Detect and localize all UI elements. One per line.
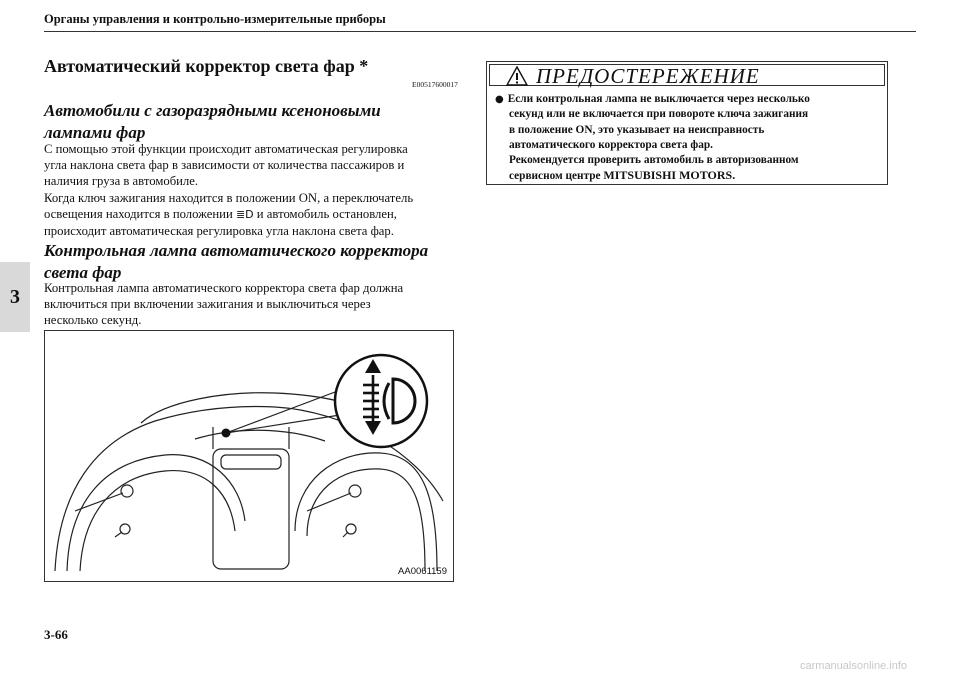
figure-code: AA0061159 <box>398 566 447 577</box>
running-header: Органы управления и контрольно-измерительные приборы <box>44 12 386 26</box>
warning-text: ● Если контрольная лампа не выключается через несколько секунд или не включается при повороте ключа зажигания в положение ON, это указывает на неисправность автоматического корректора света фар. Рекомендуется проверить автомобиль в авторизованном сервисном центре MITSUBISHI MOTORS. <box>495 93 810 183</box>
chapter-tab: 3 <box>0 262 30 332</box>
page-number: 3-66 <box>44 627 68 642</box>
page-title: Автоматический корректор света фар * <box>44 56 369 76</box>
warning-title: ПРЕДОСТЕРЕЖЕНИЕ <box>536 64 760 88</box>
instrument-cluster-illustration <box>45 331 453 581</box>
watermark: carmanualsonline.info <box>800 660 908 672</box>
section1-body: С помощью этой функции происходит автоматическая регулировка угла наклона света фар в зависимости от количества пассажиров и наличия груза в автомобиле. Когда ключ зажигания находится в положении ON, а переключатель освещения находится в положении ≣D и автомобиль остановлен, происходит автоматическая регулировка угла наклона света фар. <box>44 142 414 239</box>
header-divider <box>44 31 916 32</box>
section1-heading: Автомобили с газоразрядными ксеноновыми лампами фар <box>44 101 381 142</box>
section2-heading: Контрольная лампа автоматического корректора света фар <box>44 241 429 282</box>
indicator-location-dot <box>222 429 231 438</box>
instrument-cluster-figure <box>44 330 454 582</box>
bullet-icon: ● <box>495 94 504 105</box>
warning-header <box>489 64 885 86</box>
section-code: E00517600017 <box>412 80 458 89</box>
section2-body: Контрольная лампа автоматического корректора света фар должна включиться при включении зажигания и выключиться через несколько секунд. <box>44 281 404 328</box>
headlight-switch-icon: ≣D <box>235 207 254 221</box>
warning-triangle-icon <box>506 66 528 86</box>
warning-box <box>486 61 888 185</box>
